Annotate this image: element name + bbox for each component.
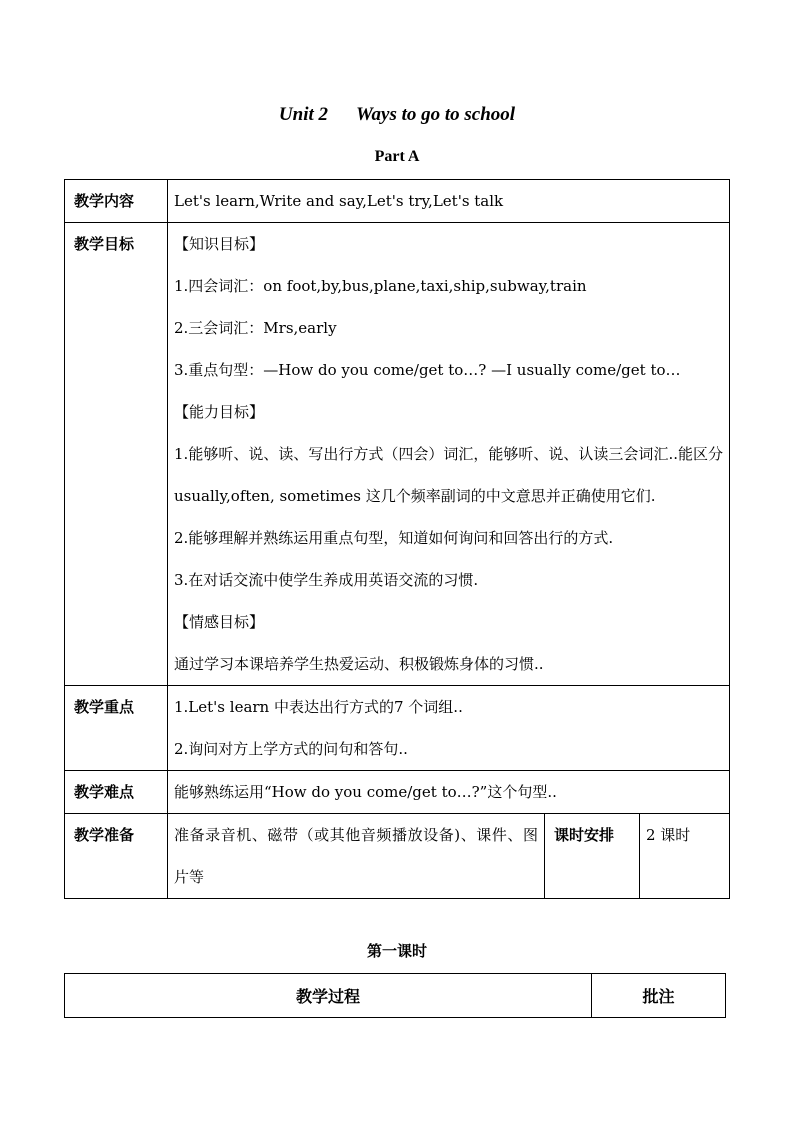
preparation-label: 教学准备 xyxy=(65,814,168,899)
key-points-label: 教学重点 xyxy=(65,686,168,771)
schedule-label: 课时安排 xyxy=(545,814,640,899)
process-header-col1: 教学过程 xyxy=(65,974,592,1018)
ability-item-2: 2.能够理解并熟练运用重点句型，知道如何询问和回答出行的方式. xyxy=(174,529,614,547)
objectives-label: 教学目标 xyxy=(65,223,168,686)
process-header-col2: 批注 xyxy=(592,974,726,1018)
emotion-heading: 【情感目标】 xyxy=(174,613,265,631)
preparation-text-body: 准备录音机、磁带（或其他音频播放设备)、课件、图片等 xyxy=(174,826,538,886)
lesson-plan-table xyxy=(64,179,730,899)
schedule-value: 2 课时 xyxy=(640,814,730,899)
difficulties-text: 能够熟练运用“How do you come/get to…?”这个句型.. xyxy=(168,771,730,814)
content-text: Let's learn,Write and say,Let's try,Let's talk xyxy=(168,180,730,223)
part-subtitle: Part A xyxy=(374,148,420,165)
knowledge-heading: 【知识目标】 xyxy=(174,235,265,253)
key-point-1: 1.Let's learn 中表达出行方式的7 个词组.. xyxy=(174,698,463,716)
process-table xyxy=(64,973,726,1018)
key-point-2: 2.询问对方上学方式的问句和答句.. xyxy=(174,740,408,758)
difficulties-label: 教学难点 xyxy=(65,771,168,814)
unit-number: Unit 2 xyxy=(278,104,329,125)
knowledge-item-2: 2.三会词汇：Mrs,early xyxy=(174,319,337,337)
ability-item-3: 3.在对话交流中使学生养成用英语交流的习惯. xyxy=(174,571,479,589)
row-key-points xyxy=(65,686,730,771)
knowledge-item-1: 1.四会词汇：on foot,by,bus,plane,taxi,ship,subway,train xyxy=(174,277,587,295)
row-objectives xyxy=(65,223,730,686)
emotion-item-1: 通过学习本课培养学生热爱运动、积极锻炼身体的习惯.. xyxy=(174,655,544,673)
preparation-text xyxy=(168,814,545,899)
process-header-row xyxy=(65,974,726,1018)
row-preparation xyxy=(65,814,730,899)
content-label: 教学内容 xyxy=(65,180,168,223)
knowledge-item-3: 3.重点句型：—How do you come/get to…? —I usually come/get to… xyxy=(174,361,681,379)
row-difficulties xyxy=(65,771,730,814)
unit-name: Ways to go to school xyxy=(356,104,516,125)
key-points-cell xyxy=(168,686,730,771)
section-title: 第一课时 xyxy=(366,942,427,960)
ability-item-1: 1.能够听、说、读、写出行方式（四会）词汇，能够听、说、认读三会词汇..能区分 usually,often, sometimes 这几个频率副词的中文意思并正确使用它们. xyxy=(174,445,723,505)
ability-heading: 【能力目标】 xyxy=(174,403,265,421)
objectives-cell xyxy=(168,223,730,686)
document-title xyxy=(0,104,794,126)
row-content xyxy=(65,180,730,223)
